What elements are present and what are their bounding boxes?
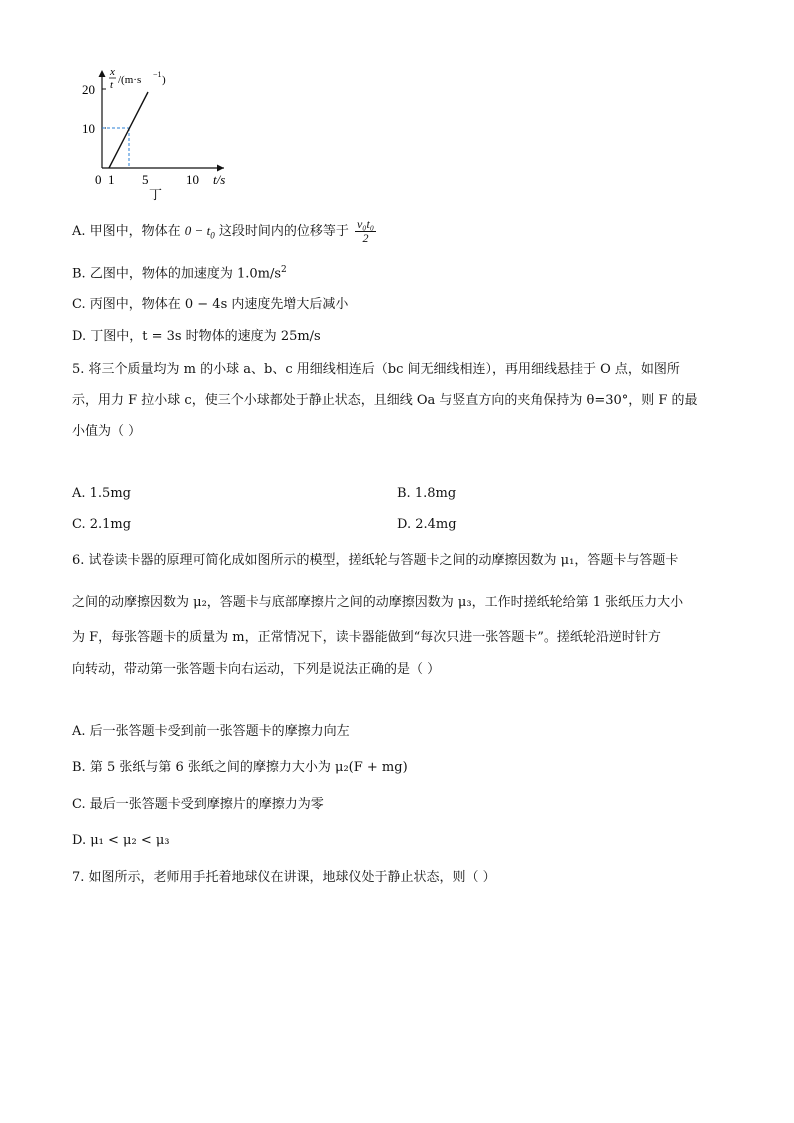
- q6-line-1: 6. 试卷读卡器的原理可简化成如图所示的模型，搓纸轮与答题卡之间的动摩擦因数为 μ₁，答题卡与答题卡: [72, 553, 679, 568]
- x-tick-label-5: 5: [142, 172, 149, 187]
- y-tick-label-20: 20: [82, 82, 95, 97]
- y-tick-label-10: 10: [82, 121, 95, 136]
- q5-option-d: D. 2.4mg: [397, 517, 457, 532]
- q4-option-c: C. 丙图中，物体在 0 − 4s 内速度先增大后减小: [72, 297, 349, 312]
- y-label-unit: /(m·s: [118, 74, 142, 86]
- q5-option-b: B. 1.8mg: [397, 486, 457, 501]
- q4-option-a: [72, 218, 376, 245]
- fraction-numerator: v₀t₀: [356, 217, 374, 231]
- q4-option-a-fraction: [355, 218, 376, 245]
- q4-option-b-text: B. 乙图中，物体的加速度为 1.0m/s: [72, 266, 282, 282]
- q4-option-a-range: $0 - t_0$: [184, 223, 215, 241]
- q6-line-2: 之间的动摩擦因数为 μ₂，答题卡与底部摩擦片之间的动摩擦因数为 μ₃，工作时搓纸轮给第 1 张纸压力大小: [72, 595, 684, 610]
- x-axis-arrow: [217, 165, 224, 172]
- y-label-unit-sup: −1: [153, 70, 162, 79]
- y-label-unit-close: ): [162, 74, 166, 86]
- fraction-denominator: 2: [362, 231, 369, 245]
- q5-line-1: 5. 将三个质量均为 m 的小球 a、b、c 用细线相连后（bc 间无细线相连），再用细线悬挂于 O 点，如图所: [72, 362, 680, 377]
- x-tick-label-10: 10: [186, 172, 199, 187]
- q6-option-d: D. μ₁ < μ₂ < μ₃: [72, 833, 170, 848]
- q6-line-3: 为 F，每张答题卡的质量为 m，正常情况下，读卡器能做到“每次只进一张答题卡”。搓纸轮沿逆时针方: [72, 630, 661, 645]
- q5-option-c: C. 2.1mg: [72, 517, 132, 532]
- q4-option-b: [72, 261, 287, 283]
- q6-option-a: A. 后一张答题卡受到前一张答题卡的摩擦力向左: [72, 724, 350, 739]
- q5-option-a: A. 1.5mg: [72, 486, 131, 501]
- graph-ding: [78, 62, 258, 202]
- q6-line-4: 向转动，带动第一张答题卡向右运动，下列是说法正确的是（ ）: [72, 662, 441, 677]
- q4-option-a-mid: 这段时间内的位移等于: [218, 224, 349, 239]
- q5-line-2: 示，用力 F 拉小球 c，使三个小球都处于静止状态，且细线 Oa 与竖直方向的夹角保持为 θ=30°，则 F 的最: [72, 393, 698, 408]
- q6-option-c: C. 最后一张答题卡受到摩擦片的摩擦力为零: [72, 797, 324, 812]
- y-label-num: x: [110, 66, 115, 78]
- velocity-time-graph: [78, 62, 258, 202]
- x-tick-label-1: 1: [108, 172, 115, 187]
- y-axis-arrow: [99, 70, 106, 77]
- q7-line-1: 7. 如图所示，老师用手托着地球仪在讲课，地球仪处于静止状态，则（ ）: [72, 870, 496, 885]
- q6-option-b: B. 第 5 张纸与第 6 张纸之间的摩擦力大小为 μ₂(F + mg): [72, 760, 408, 775]
- y-label-den: t: [110, 79, 114, 91]
- origin-label: 0: [95, 172, 102, 187]
- data-line: [109, 92, 148, 168]
- q4-option-b-sup: 2: [281, 265, 287, 275]
- q4-option-a-prefix: A. 甲图中，物体在: [72, 224, 181, 239]
- x-axis-label: t/s: [213, 172, 226, 187]
- q5-line-3: 小值为（ ）: [72, 424, 142, 439]
- graph-caption: 丁: [149, 187, 163, 202]
- q4-option-d: D. 丁图中，t = 3s 时物体的速度为 25m/s: [72, 329, 321, 344]
